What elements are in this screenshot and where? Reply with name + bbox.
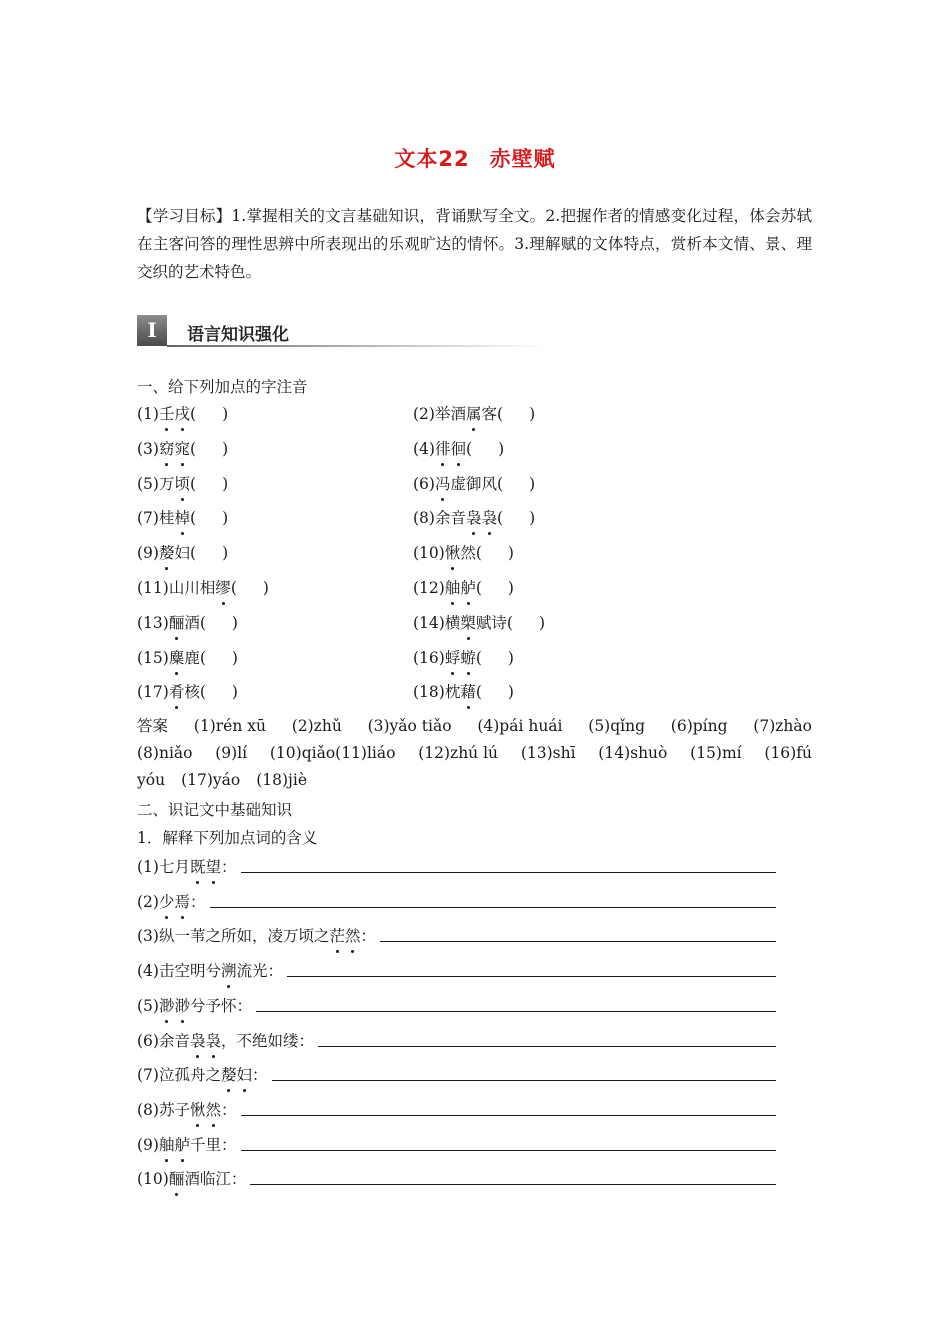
answer-paren-close: ) <box>222 474 229 493</box>
definition-question <box>137 959 283 981</box>
answer-paren-open: ( <box>190 439 197 458</box>
emphasized-char: 然 <box>206 1098 222 1120</box>
item-number: (18) <box>413 683 445 702</box>
answer-paren-close: ) <box>222 439 229 458</box>
item-number: (3) <box>137 439 159 458</box>
item-number: (4) <box>137 962 159 981</box>
fill-in-line[interactable] <box>272 1080 776 1081</box>
definition-question <box>137 1167 246 1189</box>
fill-in-line[interactable] <box>210 907 776 908</box>
emphasized-char: 嫠 <box>159 541 175 563</box>
answer-item: (16)fú <box>764 744 812 762</box>
answer-paren-open: ( <box>199 613 206 632</box>
answer-item: (9)lí <box>215 744 248 762</box>
answer-paren-close: ) <box>529 509 536 528</box>
item-text: 虚御风 <box>450 474 497 493</box>
answer-paren-open: ( <box>199 648 206 667</box>
item-text: 击空明兮 <box>158 962 221 981</box>
pinyin-question <box>137 576 269 598</box>
answer-paren-close: ) <box>529 405 536 423</box>
answer-item: (14)shuò <box>598 744 668 762</box>
pinyin-question <box>137 611 238 633</box>
pinyin-question <box>413 611 545 633</box>
answer-paren-open: ( <box>497 474 504 493</box>
item-number: (12) <box>413 579 445 597</box>
item-number: (9) <box>137 544 159 563</box>
section-header <box>137 315 657 349</box>
emphasized-char: 顷 <box>174 472 190 494</box>
pinyin-question <box>413 506 535 528</box>
emphasized-char: 冯 <box>435 472 451 494</box>
pinyin-question <box>413 646 514 668</box>
emphasized-char: 徊 <box>450 437 466 459</box>
emphasized-char: 戌 <box>174 402 190 424</box>
pinyin-question <box>413 541 514 563</box>
answer-paren-close: ) <box>498 439 505 458</box>
section-numeral: I <box>137 315 167 346</box>
answer-paren-close: ) <box>507 683 514 702</box>
item-text: 山川相 <box>168 579 216 597</box>
item-text: 桂 <box>158 509 175 528</box>
section-title: 语言知识强化 <box>187 325 289 345</box>
item-number: (2) <box>413 405 435 423</box>
fill-in-line[interactable] <box>287 976 776 977</box>
answer-item: (12)zhú lú <box>418 744 499 762</box>
fill-in-line[interactable] <box>256 1011 776 1012</box>
emphasized-char: 望 <box>206 855 222 877</box>
item-number: (11) <box>137 579 169 597</box>
pinyin-question <box>137 437 228 459</box>
item-text: 然 <box>460 544 476 563</box>
answer-item: (13)shī <box>520 744 576 762</box>
definition-question <box>137 924 376 946</box>
answer-paren-close: ) <box>222 544 229 563</box>
item-number: (16) <box>413 648 445 667</box>
item-number: (1) <box>137 405 159 423</box>
answer-paren-open: ( <box>466 439 473 458</box>
answer-paren-close: ) <box>231 648 238 667</box>
emphasized-char: 袅 <box>190 1029 206 1051</box>
item-text: 纵一苇之所如，凌万顷之 <box>158 927 330 946</box>
answer-paren-close: ) <box>507 579 514 597</box>
item-number: (7) <box>137 509 159 528</box>
emphasized-char: 愀 <box>445 541 461 563</box>
item-number: (8) <box>137 1100 159 1119</box>
fill-in-line[interactable] <box>250 1184 776 1185</box>
answer-block <box>137 713 812 794</box>
item-text: 酒临江： <box>184 1170 247 1189</box>
fill-in-line[interactable] <box>241 1150 776 1151</box>
item-number: (10) <box>413 544 445 563</box>
pinyin-question <box>137 402 228 424</box>
emphasized-char: 袅 <box>206 1029 222 1051</box>
emphasized-char: 舻 <box>460 576 476 598</box>
answer-paren-close: ) <box>222 405 229 423</box>
item-number: (9) <box>137 1135 159 1154</box>
emphasized-char: 溯 <box>221 959 237 981</box>
answer-item: (17)yáo <box>181 771 241 789</box>
item-text: ： <box>190 892 206 911</box>
item-text: 泣孤舟之 <box>158 1066 221 1085</box>
answer-paren-open: ( <box>497 405 504 423</box>
item-text: 客 <box>481 405 498 423</box>
emphasized-char: 既 <box>190 855 206 877</box>
pinyin-question <box>137 680 238 702</box>
answer-paren-open: ( <box>199 683 206 702</box>
emphasized-char: 缪 <box>215 576 231 598</box>
pinyin-question <box>413 680 514 702</box>
emphasized-char: 壬 <box>159 402 175 424</box>
item-text: 余音 <box>434 509 466 528</box>
emphasized-char: 袅 <box>482 506 498 528</box>
emphasized-char: 肴 <box>169 680 185 702</box>
emphasized-char: 妇 <box>237 1063 253 1085</box>
answer-item: (1)rén xū <box>193 717 266 735</box>
pinyin-question <box>137 541 228 563</box>
section-rule <box>167 345 547 347</box>
item-number: (13) <box>137 613 169 632</box>
item-number: (10) <box>137 1170 169 1189</box>
emphasized-char: 焉 <box>174 890 190 912</box>
definition-question <box>137 1029 314 1051</box>
objectives-label: 【学习目标】 <box>137 207 232 225</box>
pinyin-question <box>137 646 238 668</box>
emphasized-char: 藉 <box>460 680 476 702</box>
item-text: 七月 <box>158 858 190 876</box>
item-number: (5) <box>137 996 159 1015</box>
answer-item: (2)zhǔ <box>291 717 342 735</box>
learning-objectives <box>137 202 812 286</box>
item-number: (3) <box>137 927 159 946</box>
fill-in-line[interactable] <box>241 1115 776 1116</box>
answer-paren-open: ( <box>230 579 237 597</box>
answer-paren-open: ( <box>190 405 197 423</box>
emphasized-char: 蜉 <box>445 646 461 668</box>
definition-question <box>137 1133 237 1155</box>
page-title <box>0 143 950 173</box>
definition-question <box>137 890 206 912</box>
item-text: 举酒 <box>434 405 466 423</box>
item-text: 万 <box>158 474 175 493</box>
answer-paren-open: ( <box>475 544 482 563</box>
emphasized-char: 袅 <box>466 506 482 528</box>
item-text: 余音 <box>158 1031 190 1050</box>
answer-paren-close: ) <box>529 474 536 493</box>
item-number: (15) <box>137 648 169 667</box>
emphasized-char: 窈 <box>159 437 175 459</box>
emphasized-char: 麋 <box>169 646 185 668</box>
answer-item: (7)zhào <box>753 717 812 735</box>
answer-paren-close: ) <box>507 648 514 667</box>
emphasized-char: 舳 <box>445 576 461 598</box>
pinyin-question <box>413 402 535 424</box>
answer-item: (18)jiè <box>256 771 307 789</box>
answer-paren-close: ) <box>538 613 545 632</box>
item-text: ： <box>221 858 237 876</box>
item-number: (6) <box>137 1031 159 1050</box>
pinyin-question <box>413 576 514 598</box>
title-name: 赤壁赋 <box>489 147 556 171</box>
emphasized-char: 窕 <box>174 437 190 459</box>
item-number: (1) <box>137 858 159 876</box>
fill-in-line[interactable] <box>241 872 776 873</box>
answer-paren-open: ( <box>475 579 482 597</box>
item-text: 流光： <box>236 962 284 981</box>
answer-row <box>137 740 812 767</box>
part1-heading: 一、给下列加点的字注音 <box>137 378 308 396</box>
pinyin-question <box>413 472 535 494</box>
answer-paren-close: ) <box>231 683 238 702</box>
definition-question <box>137 1063 268 1085</box>
definition-question <box>137 1098 237 1120</box>
answer-paren-close: ) <box>231 613 238 632</box>
item-text: 横 <box>444 613 461 632</box>
answer-item: (6)píng <box>670 717 728 735</box>
fill-in-line[interactable] <box>380 941 776 942</box>
item-number: (17) <box>137 683 169 702</box>
answer-row <box>137 713 812 740</box>
answer-item: (3)yǎo tiǎo <box>367 717 452 735</box>
emphasized-char: 少 <box>159 890 175 912</box>
item-text: ： <box>252 1066 268 1085</box>
item-text: 核 <box>184 683 200 702</box>
part2-heading: 二、识记文中基础知识 <box>137 801 293 819</box>
item-text: ： <box>221 1100 237 1119</box>
emphasized-char: 属 <box>466 402 482 424</box>
answer-item: (10)qiǎo(11)liáo <box>269 744 396 762</box>
answer-paren-open: ( <box>190 509 197 528</box>
answer-paren-open: ( <box>190 544 197 563</box>
item-number: (2) <box>137 892 159 911</box>
item-text: 妇 <box>174 544 190 563</box>
answer-paren-close: ) <box>222 509 229 528</box>
item-number: (6) <box>413 474 435 493</box>
item-text: 酒 <box>184 613 200 632</box>
objectives-text: 1.掌握相关的文言基础知识，背诵默写全文。2.把握作者的情感变化过程，体会苏轼在主客问答的理性思辨中所表现出的乐观旷达的情怀。3.理解赋的文体特点，赏析本文情、景、理交织的艺术特色。 <box>137 207 812 281</box>
item-text: 苏子 <box>158 1100 190 1119</box>
pinyin-question <box>413 437 504 459</box>
item-text: 千里： <box>190 1135 237 1154</box>
item-number: (14) <box>413 613 445 632</box>
item-number: (4) <box>413 439 435 458</box>
answer-paren-open: ( <box>506 613 513 632</box>
answer-item: (8)niǎo <box>137 744 193 762</box>
answer-item: (15)mí <box>690 744 742 762</box>
answer-paren-close: ) <box>262 579 269 597</box>
emphasized-char: 酾 <box>169 611 185 633</box>
definition-question <box>137 855 237 877</box>
fill-in-line[interactable] <box>318 1046 776 1047</box>
item-text: ： <box>360 927 377 946</box>
answer-paren-open: ( <box>497 509 504 528</box>
answer-item: yóu <box>137 771 166 789</box>
emphasized-char: 棹 <box>174 506 190 528</box>
emphasized-char: 渺 <box>159 994 175 1016</box>
part2-subheading: 1．解释下列加点词的含义 <box>137 829 318 847</box>
answer-paren-close: ) <box>507 544 514 563</box>
answer-row <box>137 767 812 794</box>
item-text: ，不绝如缕： <box>221 1031 315 1050</box>
emphasized-char: 渺 <box>174 994 190 1016</box>
emphasized-char: 愀 <box>190 1098 206 1120</box>
emphasized-char: 酾 <box>169 1167 185 1189</box>
answer-item: 答案 <box>137 717 169 735</box>
definition-question <box>137 994 252 1016</box>
emphasized-char: 嫠 <box>221 1063 237 1085</box>
answer-item: (5)qǐng <box>588 717 646 735</box>
emphasized-char: 徘 <box>435 437 451 459</box>
item-text: 鹿 <box>184 648 200 667</box>
item-number: (5) <box>137 474 159 493</box>
emphasized-char: 槊 <box>460 611 476 633</box>
answer-paren-open: ( <box>475 648 482 667</box>
pinyin-question <box>137 472 228 494</box>
item-text: 赋诗 <box>475 613 507 632</box>
answer-paren-open: ( <box>475 683 482 702</box>
emphasized-char: 舻 <box>174 1133 190 1155</box>
item-text: 兮予怀： <box>190 996 253 1015</box>
emphasized-char: 舳 <box>159 1133 175 1155</box>
item-number: (7) <box>137 1066 159 1085</box>
title-prefix: 文本22 <box>394 147 470 171</box>
item-text: 枕 <box>444 683 461 702</box>
pinyin-question <box>137 506 228 528</box>
item-number: (8) <box>413 509 435 528</box>
emphasized-char: 然 <box>345 924 361 946</box>
answer-item: (4)pái huái <box>477 717 563 735</box>
answer-paren-open: ( <box>190 474 197 493</box>
emphasized-char: 茫 <box>329 924 345 946</box>
emphasized-char: 蝣 <box>460 646 476 668</box>
